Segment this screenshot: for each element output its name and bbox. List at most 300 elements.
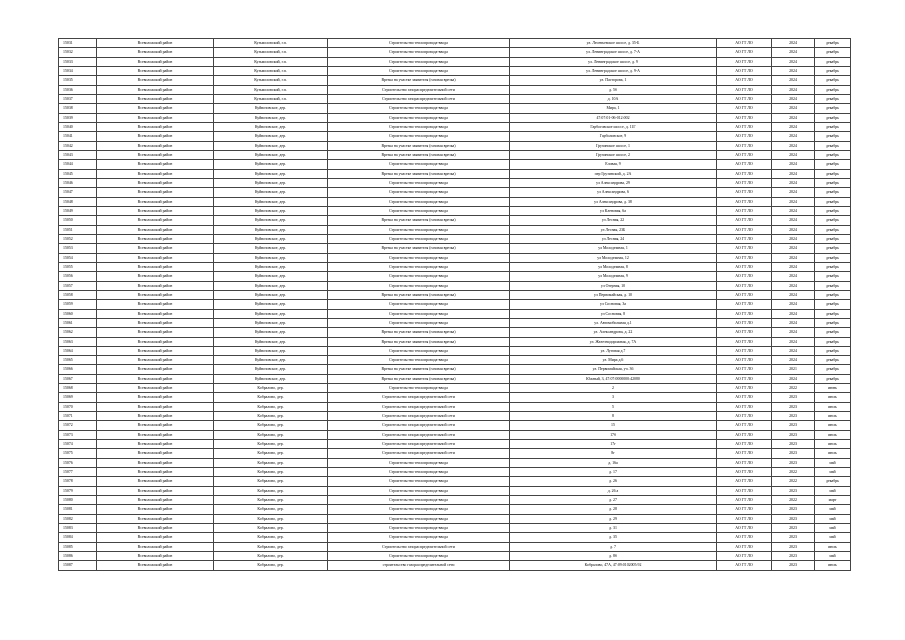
cell-organization: АО ГТ ЛО	[717, 486, 772, 495]
cell-id: 15051	[59, 225, 97, 234]
cell-organization: АО ГТ ЛО	[717, 440, 772, 449]
cell-address: ул Александрова, 6	[510, 188, 717, 197]
cell-work-type: Строительство теплопровода-ввода	[328, 253, 510, 262]
cell-work-type: Строительство газораспределительной сети	[328, 430, 510, 439]
cell-year: 2024	[772, 66, 815, 75]
cell-id: 15085	[59, 542, 97, 551]
cell-month: май	[815, 486, 851, 495]
cell-address: д. 31	[510, 524, 717, 533]
cell-month: май	[815, 468, 851, 477]
cell-organization: АО ГТ ЛО	[717, 225, 772, 234]
cell-month: март	[815, 496, 851, 505]
cell-id: 15079	[59, 486, 97, 495]
cell-address: ул. Ленинградское шоссе, д. 9-А	[510, 66, 717, 75]
cell-year: 2024	[772, 253, 815, 262]
cell-year: 2024	[772, 104, 815, 113]
cell-locality: Кузьмоловский, г.п.	[214, 66, 328, 75]
cell-organization: АО ГТ ЛО	[717, 178, 772, 187]
cell-year: 2022	[772, 384, 815, 393]
cell-organization: АО ГТ ЛО	[717, 57, 772, 66]
cell-organization: АО ГТ ЛО	[717, 244, 772, 253]
cell-locality: Кобралово, дер.	[214, 393, 328, 402]
cell-locality: Кузьмоловский, г.п.	[214, 39, 328, 48]
cell-month: декабрь	[815, 262, 851, 271]
cell-month: май	[815, 514, 851, 523]
cell-organization: АО ГТ ЛО	[717, 39, 772, 48]
cell-month: декабрь	[815, 66, 851, 75]
cell-address: ул Молодежная, 8	[510, 262, 717, 271]
cell-month: декабрь	[815, 94, 851, 103]
cell-locality: Куйвозовское, дер.	[214, 132, 328, 141]
cell-month: декабрь	[815, 132, 851, 141]
cell-locality: Кобралово, дер.	[214, 496, 328, 505]
cell-organization: АО ГТ ЛО	[717, 66, 772, 75]
cell-work-type: Строительство теплопровода-ввода	[328, 188, 510, 197]
cell-month: май	[815, 533, 851, 542]
cell-id: 15036	[59, 85, 97, 94]
cell-month: декабрь	[815, 374, 851, 383]
cell-year: 2023	[772, 486, 815, 495]
table-row	[59, 225, 851, 234]
cell-address: Еловая, 9	[510, 160, 717, 169]
cell-district: Всеволожский район	[97, 244, 214, 253]
cell-locality: Куйвозовское, дер.	[214, 281, 328, 290]
table-row	[59, 337, 851, 346]
cell-address: ул Молодежная, 1	[510, 244, 717, 253]
cell-organization: АО ГТ ЛО	[717, 262, 772, 271]
table-row	[59, 393, 851, 402]
cell-locality: Куйвозовское, дер.	[214, 365, 328, 374]
cell-year: 2024	[772, 262, 815, 271]
cell-id: 15060	[59, 309, 97, 318]
cell-month: декабрь	[815, 160, 851, 169]
cell-locality: Куйвозовское, дер.	[214, 290, 328, 299]
cell-locality: Кобралово, дер.	[214, 384, 328, 393]
cell-work-type: Строительство теплопровода-ввода	[328, 57, 510, 66]
cell-id: 15086	[59, 552, 97, 561]
cell-work-type: строительство газораспределительной сети	[328, 561, 510, 570]
cell-work-type: Врезка на участке заявителя (газовая врезка)	[328, 365, 510, 374]
cell-address: д. 8б	[510, 552, 717, 561]
table-row	[59, 253, 851, 262]
cell-organization: АО ГТ ЛО	[717, 337, 772, 346]
cell-district: Всеволожский район	[97, 477, 214, 486]
cell-address: Кобралово, 47А, 47:09:0102005:92	[510, 561, 717, 570]
table-row	[59, 309, 851, 318]
table-row	[59, 524, 851, 533]
cell-id: 15033	[59, 57, 97, 66]
cell-id: 15059	[59, 300, 97, 309]
cell-address: Гарболовское, 9	[510, 132, 717, 141]
cell-year: 2024	[772, 178, 815, 187]
cell-year: 2022	[772, 496, 815, 505]
cell-address: ул Лесная, 24	[510, 234, 717, 243]
cell-locality: Кобралово, дер.	[214, 458, 328, 467]
table-row	[59, 300, 851, 309]
cell-locality: Кобралово, дер.	[214, 468, 328, 477]
cell-organization: АО ГТ ЛО	[717, 402, 772, 411]
cell-address: д. 35	[510, 533, 717, 542]
cell-district: Всеволожский район	[97, 132, 214, 141]
cell-district: Всеволожский район	[97, 253, 214, 262]
cell-year: 2023	[772, 412, 815, 421]
cell-work-type: Строительство газораспределительной сети	[328, 393, 510, 402]
cell-locality: Куйвозовское, дер.	[214, 169, 328, 178]
cell-district: Всеволожский район	[97, 412, 214, 421]
table-row	[59, 244, 851, 253]
cell-month: декабрь	[815, 178, 851, 187]
cell-work-type: Строительство теплопровода-ввода	[328, 533, 510, 542]
cell-work-type: Строительство теплопровода-ввода	[328, 39, 510, 48]
cell-district: Всеволожский район	[97, 356, 214, 365]
cell-locality: Куйвозовское, дер.	[214, 272, 328, 281]
cell-locality: Кобралово, дер.	[214, 421, 328, 430]
cell-locality: Куйвозовское, дер.	[214, 104, 328, 113]
cell-locality: Куйвозовское, дер.	[214, 328, 328, 337]
table-row	[59, 542, 851, 551]
cell-work-type: Врезка на участке заявителя (газовая врезка)	[328, 374, 510, 383]
cell-id: 15078	[59, 477, 97, 486]
cell-work-type: Строительство теплопровода-ввода	[328, 486, 510, 495]
cell-locality: Куйвозовское, дер.	[214, 244, 328, 253]
cell-organization: АО ГТ ЛО	[717, 169, 772, 178]
cell-locality: Кобралово, дер.	[214, 552, 328, 561]
cell-month: декабрь	[815, 272, 851, 281]
table-row	[59, 169, 851, 178]
cell-address: ул Сосновая, 3а	[510, 300, 717, 309]
cell-year: 2023	[772, 421, 815, 430]
cell-month: декабрь	[815, 122, 851, 131]
cell-address: ул Первомайская, д. 10	[510, 290, 717, 299]
cell-district: Всеволожский район	[97, 524, 214, 533]
cell-locality: Куйвозовское, дер.	[214, 160, 328, 169]
cell-district: Всеволожский район	[97, 346, 214, 355]
cell-id: 15042	[59, 141, 97, 150]
table-row	[59, 150, 851, 159]
cell-address: д. 16а	[510, 458, 717, 467]
cell-locality: Куйвозовское, дер.	[214, 318, 328, 327]
cell-work-type: Строительство теплопровода-ввода	[328, 281, 510, 290]
cell-work-type: Строительство газораспределительной сети	[328, 402, 510, 411]
cell-address: 8г	[510, 449, 717, 458]
table-row	[59, 561, 851, 570]
cell-month: июнь	[815, 384, 851, 393]
cell-id: 15076	[59, 458, 97, 467]
cell-id: 15040	[59, 122, 97, 131]
cell-id: 15048	[59, 197, 97, 206]
cell-organization: АО ГТ ЛО	[717, 309, 772, 318]
cell-district: Всеволожский район	[97, 393, 214, 402]
cell-month: декабрь	[815, 76, 851, 85]
cell-work-type: Строительство теплопровода-ввода	[328, 262, 510, 271]
cell-organization: АО ГТ ЛО	[717, 94, 772, 103]
cell-organization: АО ГТ ЛО	[717, 393, 772, 402]
table-row	[59, 374, 851, 383]
cell-address: д. 10А	[510, 94, 717, 103]
cell-id: 15072	[59, 421, 97, 430]
cell-organization: АО ГТ ЛО	[717, 514, 772, 523]
cell-id: 15080	[59, 496, 97, 505]
cell-month: декабрь	[815, 477, 851, 486]
cell-month: декабрь	[815, 365, 851, 374]
cell-address: 3	[510, 393, 717, 402]
cell-district: Всеволожский район	[97, 290, 214, 299]
cell-organization: АО ГТ ЛО	[717, 104, 772, 113]
cell-id: 15050	[59, 216, 97, 225]
table-row	[59, 178, 851, 187]
cell-address: 2	[510, 384, 717, 393]
cell-work-type: Строительство газораспределительной сети	[328, 412, 510, 421]
cell-locality: Куйвозовское, дер.	[214, 253, 328, 262]
cell-year: 2023	[772, 505, 815, 514]
cell-locality: Куйвозовское, дер.	[214, 197, 328, 206]
cell-month: декабрь	[815, 104, 851, 113]
cell-district: Всеволожский район	[97, 141, 214, 150]
cell-year: 2024	[772, 160, 815, 169]
cell-locality: Кузьмоловский, г.п.	[214, 48, 328, 57]
cell-work-type: Врезка на участке заявителя (газовая врезка)	[328, 169, 510, 178]
cell-year: 2023	[772, 561, 815, 570]
cell-id: 15084	[59, 533, 97, 542]
table-row	[59, 440, 851, 449]
cell-work-type: Врезка на участке заявителя (газовая врезка)	[328, 216, 510, 225]
cell-locality: Куйвозовское, дер.	[214, 309, 328, 318]
cell-year: 2024	[772, 216, 815, 225]
cell-district: Всеволожский район	[97, 94, 214, 103]
table-row	[59, 505, 851, 514]
table-row	[59, 272, 851, 281]
cell-organization: АО ГТ ЛО	[717, 365, 772, 374]
cell-month: июль	[815, 393, 851, 402]
cell-id: 15032	[59, 48, 97, 57]
cell-address: пер Грузинский, д. 2А	[510, 169, 717, 178]
cell-id: 15063	[59, 337, 97, 346]
cell-locality: Куйвозовское, дер.	[214, 141, 328, 150]
cell-year: 2023	[772, 533, 815, 542]
cell-month: декабрь	[815, 48, 851, 57]
cell-id: 15083	[59, 524, 97, 533]
cell-district: Всеволожский район	[97, 150, 214, 159]
cell-locality: Куйвозовское, дер.	[214, 300, 328, 309]
cell-month: декабрь	[815, 281, 851, 290]
cell-organization: АО ГТ ЛО	[717, 505, 772, 514]
table-row	[59, 514, 851, 523]
cell-work-type: Строительство теплопровода-ввода	[328, 552, 510, 561]
cell-district: Всеволожский район	[97, 440, 214, 449]
cell-work-type: Строительство газораспределительной сети	[328, 449, 510, 458]
table-row	[59, 122, 851, 131]
cell-district: Всеволожский район	[97, 402, 214, 411]
document-sheet	[58, 38, 850, 571]
cell-work-type: Строительство теплопровода-ввода	[328, 356, 510, 365]
cell-district: Всеволожский район	[97, 421, 214, 430]
cell-locality: Кобралово, дер.	[214, 524, 328, 533]
table-row	[59, 449, 851, 458]
cell-address: ул Александрова, д. 38	[510, 197, 717, 206]
cell-work-type: Строительство теплопровода-ввода	[328, 346, 510, 355]
cell-work-type: Строительство газораспределительной сети	[328, 94, 510, 103]
cell-district: Всеволожский район	[97, 365, 214, 374]
cell-organization: АО ГТ ЛО	[717, 356, 772, 365]
cell-locality: Кузьмоловский, г.п.	[214, 85, 328, 94]
cell-work-type: Строительство газораспределительной сети	[328, 421, 510, 430]
cell-month: декабрь	[815, 113, 851, 122]
table-row	[59, 216, 851, 225]
cell-work-type: Врезка на участке заявителя (газовая врезка)	[328, 290, 510, 299]
cell-id: 15081	[59, 505, 97, 514]
cell-district: Всеволожский район	[97, 85, 214, 94]
cell-year: 2024	[772, 328, 815, 337]
cell-district: Всеволожский район	[97, 262, 214, 271]
cell-locality: Куйвозовское, дер.	[214, 262, 328, 271]
cell-organization: АО ГТ ЛО	[717, 216, 772, 225]
cell-year: 2024	[772, 39, 815, 48]
cell-district: Всеволожский район	[97, 505, 214, 514]
table-row	[59, 477, 851, 486]
cell-address: ул. Леонтьевское шоссе, д. 35-Б	[510, 39, 717, 48]
cell-work-type: Строительство теплопровода-ввода	[328, 300, 510, 309]
cell-year: 2023	[772, 449, 815, 458]
cell-work-type: Врезка на участке заявителя (газовая врезка)	[328, 76, 510, 85]
cell-year: 2024	[772, 337, 815, 346]
cell-address: ул Лесная, 22	[510, 216, 717, 225]
table-row	[59, 356, 851, 365]
table-row	[59, 421, 851, 430]
cell-work-type: Строительство теплопровода-ввода	[328, 206, 510, 215]
cell-month: май	[815, 552, 851, 561]
cell-address: 8	[510, 412, 717, 421]
cell-locality: Куйвозовское, дер.	[214, 216, 328, 225]
cell-locality: Куйвозовское, дер.	[214, 150, 328, 159]
cell-month: декабрь	[815, 328, 851, 337]
cell-year: 2024	[772, 290, 815, 299]
cell-locality: Куйвозовское, дер.	[214, 113, 328, 122]
cell-month: декабрь	[815, 253, 851, 262]
cell-address: д. 5б	[510, 85, 717, 94]
cell-organization: АО ГТ ЛО	[717, 561, 772, 570]
cell-organization: АО ГТ ЛО	[717, 300, 772, 309]
cell-district: Всеволожский район	[97, 430, 214, 439]
table-row	[59, 113, 851, 122]
cell-year: 2023	[772, 402, 815, 411]
cell-district: Всеволожский район	[97, 561, 214, 570]
cell-district: Всеволожский район	[97, 272, 214, 281]
cell-month: декабрь	[815, 244, 851, 253]
cell-id: 15039	[59, 113, 97, 122]
cell-id: 15053	[59, 244, 97, 253]
cell-id: 15034	[59, 66, 97, 75]
cell-work-type: Строительство теплопровода-ввода	[328, 505, 510, 514]
cell-id: 15035	[59, 76, 97, 85]
cell-address: ул. Автомобильная д.1	[510, 318, 717, 327]
cell-year: 2024	[772, 113, 815, 122]
cell-work-type: Строительство теплопровода-ввода	[328, 496, 510, 505]
cell-id: 15047	[59, 188, 97, 197]
cell-locality: Кузьмоловский, г.п.	[214, 76, 328, 85]
cell-locality: Кобралово, дер.	[214, 477, 328, 486]
cell-work-type: Строительство теплопровода-ввода	[328, 197, 510, 206]
cell-address: Грузинское шоссе, 1	[510, 141, 717, 150]
cell-month: декабрь	[815, 290, 851, 299]
table-row	[59, 206, 851, 215]
cell-address: ул. Александрова, д. 22	[510, 328, 717, 337]
cell-address: ул. Луговая д.7	[510, 346, 717, 355]
cell-month: декабрь	[815, 318, 851, 327]
cell-year: 2023	[772, 458, 815, 467]
table-row	[59, 94, 851, 103]
table-row	[59, 496, 851, 505]
data-table	[58, 38, 851, 571]
cell-year: 2024	[772, 225, 815, 234]
cell-month: май	[815, 458, 851, 467]
cell-month: июль	[815, 542, 851, 551]
table-row	[59, 328, 851, 337]
table-row	[59, 197, 851, 206]
cell-month: декабрь	[815, 39, 851, 48]
cell-work-type: Строительство теплопровода-ввода	[328, 225, 510, 234]
table-row	[59, 365, 851, 374]
cell-work-type: Строительство теплопровода-ввода	[328, 132, 510, 141]
cell-district: Всеволожский район	[97, 542, 214, 551]
cell-address: ул Озерная, 10	[510, 281, 717, 290]
cell-work-type: Строительство теплопровода-ввода	[328, 122, 510, 131]
cell-work-type: Врезка на участке заявителя (газовая врезка)	[328, 141, 510, 150]
cell-year: 2024	[772, 132, 815, 141]
cell-year: 2024	[772, 272, 815, 281]
cell-locality: Куйвозовское, дер.	[214, 122, 328, 131]
cell-work-type: Строительство теплопровода-ввода	[328, 477, 510, 486]
table-row	[59, 85, 851, 94]
cell-district: Всеволожский район	[97, 449, 214, 458]
cell-month: декабрь	[815, 337, 851, 346]
cell-locality: Кобралово, дер.	[214, 449, 328, 458]
cell-address: Гарбоговское шоссе, д. 11Г	[510, 122, 717, 131]
cell-address: ул. Пасторова, 1	[510, 76, 717, 85]
cell-month: декабрь	[815, 356, 851, 365]
cell-locality: Кобралово, дер.	[214, 486, 328, 495]
cell-year: 2024	[772, 188, 815, 197]
cell-district: Всеволожский район	[97, 122, 214, 131]
cell-id: 15044	[59, 160, 97, 169]
cell-organization: АО ГТ ЛО	[717, 496, 772, 505]
cell-district: Всеволожский район	[97, 160, 214, 169]
cell-year: 2024	[772, 244, 815, 253]
cell-year: 2024	[772, 318, 815, 327]
cell-district: Всеволожский район	[97, 57, 214, 66]
cell-address: ул. Первомайская, уч. 36	[510, 365, 717, 374]
table-row	[59, 402, 851, 411]
cell-month: декабрь	[815, 188, 851, 197]
cell-address: Грузинское шоссе, 2	[510, 150, 717, 159]
cell-locality: Куйвозовское, дер.	[214, 188, 328, 197]
cell-month: декабрь	[815, 57, 851, 66]
table-row	[59, 346, 851, 355]
cell-address: ул Лесная, 23Б	[510, 225, 717, 234]
cell-organization: АО ГТ ЛО	[717, 421, 772, 430]
cell-address: д. 26	[510, 477, 717, 486]
cell-organization: АО ГТ ЛО	[717, 234, 772, 243]
table-row	[59, 57, 851, 66]
cell-work-type: Строительство теплопровода-ввода	[328, 234, 510, 243]
cell-district: Всеволожский район	[97, 216, 214, 225]
cell-organization: АО ГТ ЛО	[717, 318, 772, 327]
table-row	[59, 234, 851, 243]
cell-month: декабрь	[815, 346, 851, 355]
cell-address: ул. Ленинградское шоссе, д. 7-А	[510, 48, 717, 57]
cell-year: 2023	[772, 552, 815, 561]
cell-year: 2024	[772, 122, 815, 131]
cell-year: 2024	[772, 94, 815, 103]
